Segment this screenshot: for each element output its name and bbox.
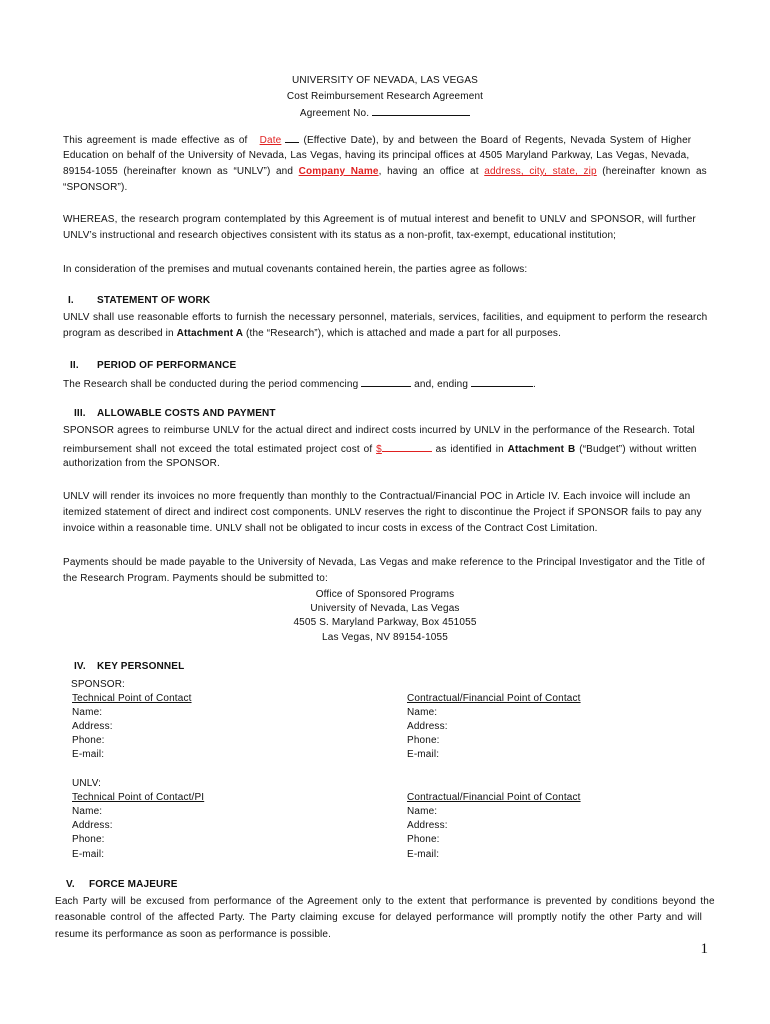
section-5-title: FORCE MAJEURE: [89, 879, 178, 890]
section-3-p3-line-1: Payments should be made payable to the University of Nevada, Las Vegas and make reference to the Principal Investigator and the Title of: [63, 557, 705, 568]
section-3-p3-line-2: the Research Program. Payments should be submitted to:: [63, 573, 328, 584]
section-2-text: and, ending: [414, 379, 469, 390]
sponsor-tech-email: E-mail:: [72, 749, 105, 760]
unlv-fin-phone: Phone:: [407, 834, 440, 845]
section-1-text: program as described in: [63, 328, 174, 339]
agreement-type: Cost Reimbursement Research Agreement: [286, 91, 484, 102]
payment-address-line: University of Nevada, Las Vegas: [310, 603, 460, 614]
unlv-technical-poc: Technical Point of Contact/PI: [72, 792, 205, 803]
payment-address-line: Las Vegas, NV 89154-1055: [322, 632, 448, 643]
section-3-p1-line-1: SPONSOR agrees to reimburse UNLV for the actual direct and indirect costs incurred by UNLV in the performance of the Research. Total: [63, 425, 695, 436]
intro-line-4: “SPONSOR”).: [63, 182, 128, 193]
section-5-line-1: Each Party will be excused from performance of the Agreement only to the extent that performance is prevented by conditions beyond the: [55, 896, 715, 907]
sponsor-financial-poc: Contractual/Financial Point of Contact: [407, 693, 581, 704]
consideration-text: In consideration of the premises and mutual covenants contained herein, the parties agree as follows:: [63, 264, 528, 275]
intro-text: (Effective Date), by and between the Board of Regents, Nevada System of Higher: [303, 135, 692, 146]
unlv-financial-poc: Contractual/Financial Point of Contact: [407, 792, 581, 803]
unlv-fin-email: E-mail:: [407, 849, 440, 860]
sponsor-tech-phone: Phone:: [72, 735, 105, 746]
sponsor-label: SPONSOR:: [71, 679, 125, 690]
whereas-line-1: WHEREAS, the research program contemplated by this Agreement is of mutual interest and benefit to UNLV and SPONSOR, will further: [63, 214, 696, 225]
section-5-line-2: reasonable control of the affected Party. The Party claiming excuse for delayed performance will promptly notify the other Party and will: [55, 912, 702, 923]
agreement-number: [0, 105, 770, 121]
section-3-text: as identified in: [435, 444, 504, 455]
unlv-tech-phone: Phone:: [72, 834, 105, 845]
payment-address-line: Office of Sponsored Programs: [315, 589, 455, 600]
section-2-text: The Research shall be conducted during the period commencing: [63, 379, 359, 390]
section-3-p1-line-3: authorization from the SPONSOR.: [63, 458, 220, 469]
end-date-blank: [471, 376, 533, 387]
intro-line-3: [63, 165, 707, 179]
date-field: Date: [259, 135, 282, 146]
section-3-p2-line-3: invoice within a reasonable time. UNLV shall not be obligated to incur costs in excess of the Contract Cost Limitation.: [63, 523, 598, 534]
intro-line-1: [63, 132, 691, 148]
section-4-number: IV.: [74, 661, 86, 672]
section-3-text: (“Budget”) without written: [579, 444, 697, 455]
section-1-text: (the “Research”), which is attached and made a part for all purposes.: [246, 328, 561, 339]
section-2-text: .: [533, 379, 536, 390]
university-title: UNIVERSITY OF NEVADA, LAS VEGAS: [292, 75, 478, 86]
unlv-label: UNLV:: [72, 778, 102, 789]
section-3-p2-line-2: itemized statement of direct and indirect cost components. UNLV reserves the right to discontinue the Project if SPONSOR fails to pay any: [63, 507, 702, 518]
section-2-number: II.: [70, 360, 79, 371]
intro-text: , having an office at: [378, 166, 479, 177]
sponsor-tech-name: Name:: [72, 707, 103, 718]
company-name-field: Company Name: [298, 166, 379, 177]
unlv-tech-name: Name:: [72, 806, 103, 817]
sponsor-tech-address: Address:: [72, 721, 113, 732]
agreement-no-label: Agreement No.: [299, 108, 370, 119]
section-3-text: reimbursement shall not exceed the total estimated project cost of: [63, 444, 373, 455]
start-date-blank: [361, 376, 411, 387]
section-5-number: V.: [66, 879, 75, 890]
unlv-tech-address: Address:: [72, 820, 113, 831]
section-1-line-2: [63, 327, 561, 341]
section-1-line-1: UNLV shall use reasonable efforts to furnish the necessary personnel, materials, services, facilities, and equipment to perform the research: [63, 312, 708, 323]
section-3-p1-line-2: [63, 441, 697, 457]
section-2-line-1: [63, 376, 536, 392]
agreement-no-blank: [372, 105, 470, 116]
intro-text: 89154-1055 (hereinafter known as “UNLV”) and: [63, 166, 294, 177]
sponsor-fin-name: Name:: [407, 707, 438, 718]
section-1-title: STATEMENT OF WORK: [97, 295, 211, 306]
unlv-tech-email: E-mail:: [72, 849, 105, 860]
unlv-fin-address: Address:: [407, 820, 448, 831]
section-3-title: ALLOWABLE COSTS AND PAYMENT: [97, 408, 276, 419]
sponsor-technical-poc: Technical Point of Contact: [72, 693, 192, 704]
intro-text: This agreement is made effective as of: [63, 135, 248, 146]
project-cost-blank: [382, 441, 432, 452]
sponsor-fin-phone: Phone:: [407, 735, 440, 746]
section-4-title: KEY PERSONNEL: [97, 661, 185, 672]
section-2-title: PERIOD OF PERFORMANCE: [97, 360, 237, 371]
intro-line-2: Education on behalf of the University of Nevada, Las Vegas, having its principal offices at 4505 Maryland Parkway, Las Vegas, Nevada,: [63, 150, 690, 161]
intro-text: (hereinafter known as: [602, 166, 707, 177]
whereas-line-2: UNLV’s instructional and research objectives consistent with its status as a non-profit, tax-exempt, educational institution;: [63, 230, 617, 241]
page-number: 1: [700, 941, 708, 957]
section-5-line-3: resume its performance as soon as performance is possible.: [55, 929, 332, 940]
section-3-p2-line-1: UNLV will render its invoices no more frequently than monthly to the Contractual/Financial POC in Article IV. Each invoice will include an: [63, 491, 691, 502]
attachment-b: Attachment B: [507, 444, 576, 455]
unlv-fin-name: Name:: [407, 806, 438, 817]
attachment-a: Attachment A: [176, 328, 244, 339]
address-field: address, city, state, zip: [484, 166, 597, 177]
section-3-number: III.: [74, 408, 86, 419]
date-blank: [285, 132, 299, 143]
sponsor-fin-address: Address:: [407, 721, 448, 732]
dollar-sign: $: [376, 444, 382, 455]
section-1-number: I.: [68, 295, 74, 306]
payment-address-line: 4505 S. Maryland Parkway, Box 451055: [293, 617, 477, 628]
sponsor-fin-email: E-mail:: [407, 749, 440, 760]
